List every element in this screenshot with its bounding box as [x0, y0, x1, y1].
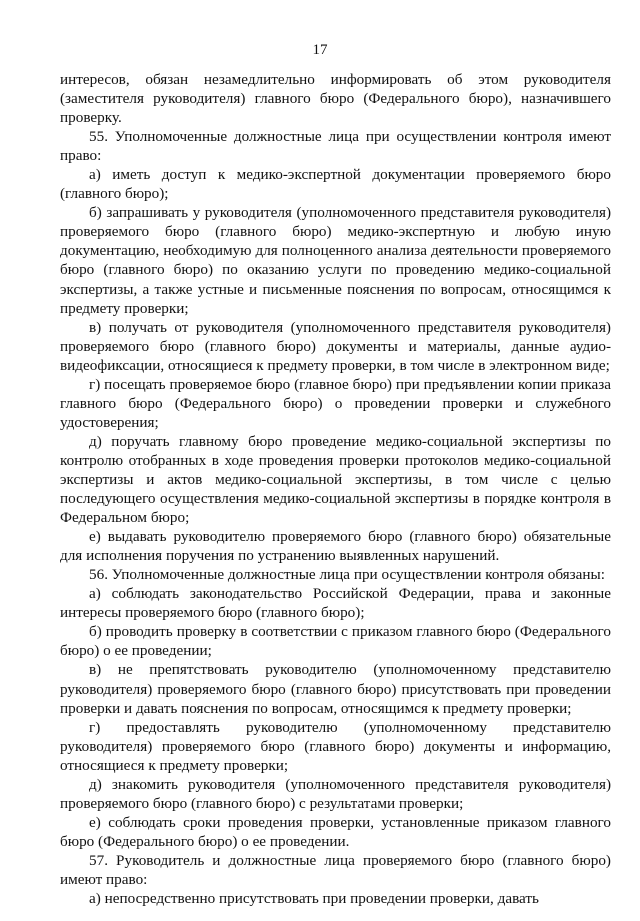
paragraph: интересов, обязан незамедлительно информировать об этом руководителя (заместителя руководителя) главного бюро (Федерального бюро), назначившего проверку. [60, 71, 611, 127]
paragraph: в) получать от руководителя (уполномоченного представителя руководителя) проверяемого бюро (главного бюро) документы и материалы, данные аудио-видеофиксации, относящиеся к предмету проверки, в том числе в электронном виде; [60, 318, 611, 374]
paragraph: д) поручать главному бюро проведение медико-социальной экспертизы по контролю отобранных в ходе проведения проверки протоколов медико-социальной экспертизы и актов медико-социальной экспертизы, в том числе с целью последующего осуществления медико-социальной экспертизы в порядке контроля в Федеральном бюро; [60, 432, 611, 527]
paragraph: г) предоставлять руководителю (уполномоченному представителю руководителя) проверяемого бюро (главного бюро) документы и информацию, относящиеся к предмету проверки; [60, 718, 611, 774]
paragraph: е) выдавать руководителю проверяемого бюро (главного бюро) обязательные для исполнения поручения по устранению выявленных нарушений. [60, 528, 611, 565]
paragraph: а) иметь доступ к медико-экспертной документации проверяемого бюро (главного бюро); [60, 166, 611, 203]
paragraph: а) соблюдать законодательство Российской Федерации, права и законные интересы проверяемого бюро (главного бюро); [60, 585, 611, 622]
paragraph: е) соблюдать сроки проведения проверки, установленные приказом главного бюро (Федерального бюро) о ее проведении. [60, 813, 611, 850]
paragraph: 56. Уполномоченные должностные лица при осуществлении контроля обязаны: [89, 566, 605, 584]
paragraph: в) не препятствовать руководителю (уполномоченному представителю руководителя) проверяемого бюро (главного бюро) присутствовать при проведении проверки и давать пояснения по вопросам, относящимся к предмету проверки; [60, 661, 611, 717]
paragraph: 55. Уполномоченные должностные лица при осуществлении контроля имеют право: [60, 128, 611, 165]
paragraph: г) посещать проверяемое бюро (главное бюро) при предъявлении копии приказа главного бюро (Федерального бюро) о проведении проверки и служебного удостоверения; [60, 375, 611, 431]
paragraph: а) непосредственно присутствовать при проведении проверки, давать [89, 890, 539, 908]
paragraph: 57. Руководитель и должностные лица проверяемого бюро (главного бюро) имеют право: [60, 851, 611, 888]
page-number: 17 [312, 42, 328, 58]
paragraph: б) запрашивать у руководителя (уполномоченного представителя руководителя) проверяемого бюро (главного бюро) медико-экспертную и любую иную документацию, необходимую для полноценного анализа деятельности проверяемого бюро (главного бюро) по оказанию услуги по проведению медико-социальной экспертизы, а также устные и письменные пояснения по вопросам, относящимся к предмету проверки; [60, 204, 611, 317]
paragraph: б) проводить проверку в соответствии с приказом главного бюро (Федерального бюро) о ее проведении; [60, 623, 611, 660]
page-body [60, 70, 611, 908]
paragraph: д) знакомить руководителя (уполномоченного представителя руководителя) проверяемого бюро (главного бюро) с результатами проверки; [60, 775, 611, 812]
